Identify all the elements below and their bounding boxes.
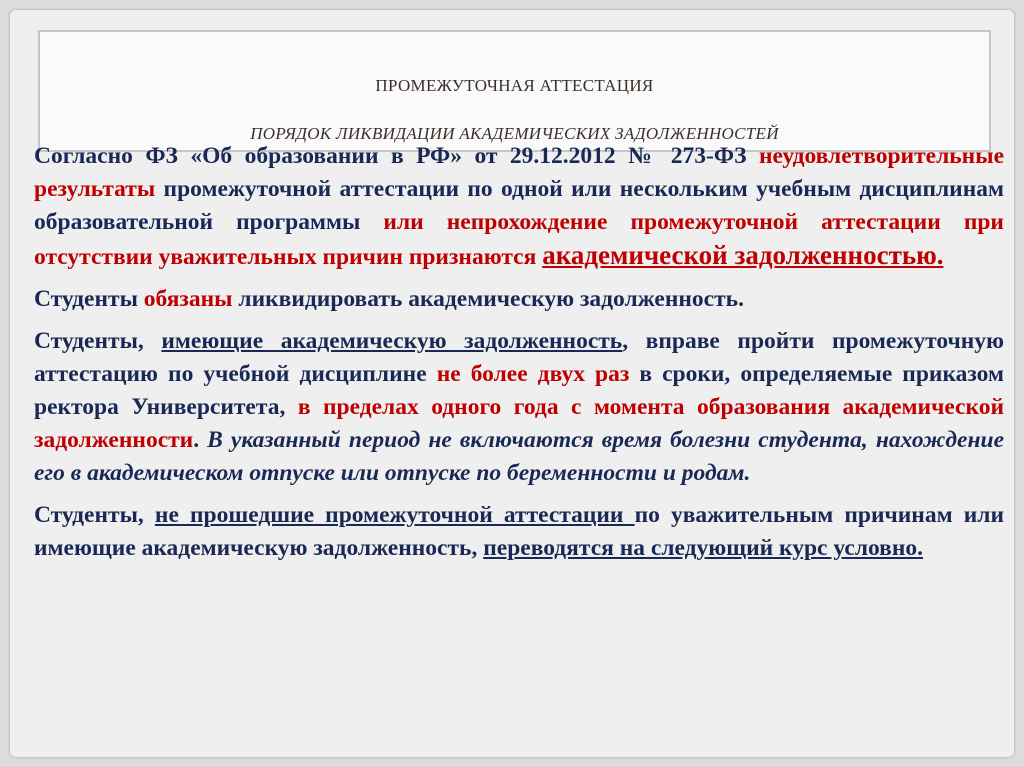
p3-text-7: .	[193, 427, 208, 453]
slide	[10, 10, 1014, 757]
p1-text-1: Согласно ФЗ «Об образовании в РФ» от 29.12.2012 № 273-ФЗ	[34, 143, 759, 169]
p2-text-1: Студенты	[34, 286, 144, 312]
p3-text-3: , вправе пройти промежуточную аттестацию по учебной дисциплине	[34, 328, 1004, 387]
p3-highlight-one-year: в пределах одного года с момента образования академической задолженности	[34, 394, 1004, 453]
p1-highlight-results: неудовлетворительные результаты	[34, 143, 1004, 202]
p3-text-5: в сроки, определяемые приказом ректора Университета,	[34, 361, 1004, 420]
p4-text-1: Студенты,	[34, 502, 155, 528]
p1-highlight-debt: академической задолженностью.	[542, 240, 944, 270]
slide-subtitle: ПОРЯДОК ЛИКВИДАЦИИ АКАДЕМИЧЕСКИХ ЗАДОЛЖЕННОСТЕЙ	[250, 124, 779, 143]
p3-highlight-two-times: не более двух раз	[436, 361, 630, 387]
p4-underline-not-passed: не прошедшие промежуточной аттестации	[154, 502, 635, 528]
title-box	[38, 30, 991, 152]
paragraph-1	[34, 140, 1004, 274]
p1-text-3: промежуточной аттестации по одной или нескольким учебным дисциплинам образовательной программы	[34, 176, 1004, 235]
paragraph-3	[34, 325, 1004, 490]
p3-underline-having-debt: имеющие академическую задолженность	[161, 328, 623, 354]
p3-text-1: Студенты,	[34, 328, 162, 354]
slide-content	[34, 140, 1004, 574]
paragraph-2	[34, 283, 1004, 316]
paragraph-4	[34, 499, 1004, 565]
p1-highlight-non-passing: или непрохождение промежуточной аттестации при отсутствии уважительных причин признаются	[34, 209, 1004, 270]
p4-text-3: по уважительным причинам или имеющие академическую задолженность,	[34, 502, 1004, 561]
p4-underline-conditional: переводятся на следующий курс условно.	[483, 535, 924, 561]
slide-title: ПРОМЕЖУТОЧНАЯ АТТЕСТАЦИЯ	[375, 76, 654, 95]
p3-italic-note: В указанный период не включаются время болезни студента, нахождение его в академическом отпуске или отпуске по беременности и родам.	[34, 427, 1005, 486]
p2-text-3: ликвидировать академическую задолженность.	[232, 286, 744, 312]
p2-highlight-obliged: обязаны	[143, 286, 233, 312]
